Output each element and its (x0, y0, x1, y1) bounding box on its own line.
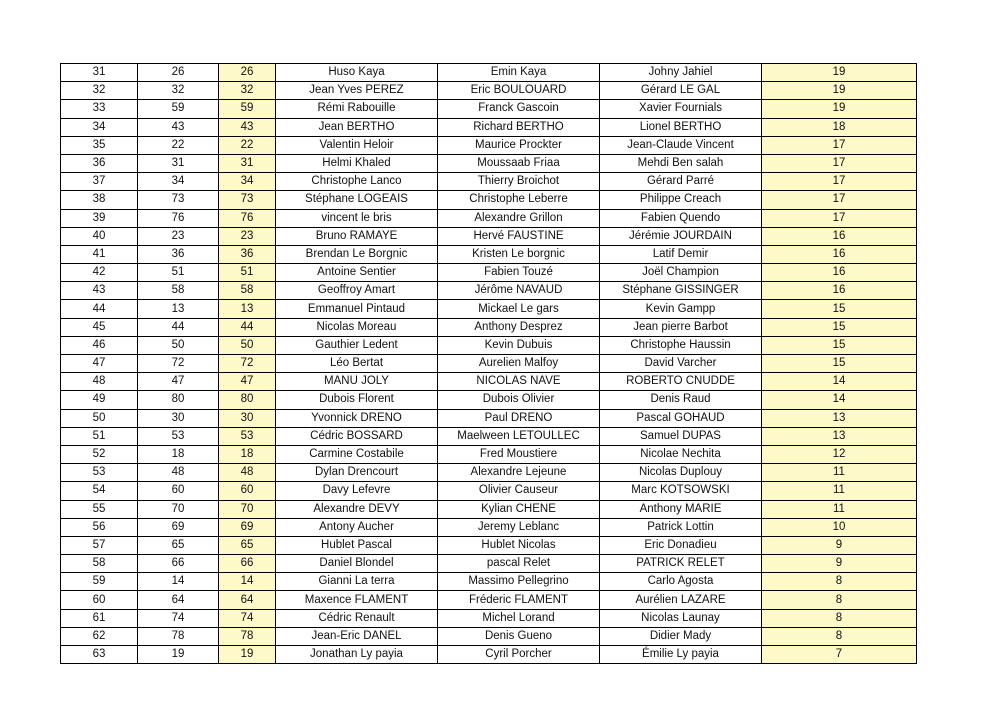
player-two-cell: NICOLAS NAVE (438, 373, 600, 391)
player-two-cell: Emin Kaya (438, 64, 600, 82)
rank-cell: 60 (61, 591, 138, 609)
player-two-cell: Cyril Porcher (438, 646, 600, 664)
score-cell: 8 (762, 609, 917, 627)
player-three-cell: Gérard LE GAL (600, 82, 762, 100)
player-three-cell: ROBERTO CNUDDE (600, 373, 762, 391)
highlighted-team-number-cell: 76 (219, 209, 276, 227)
score-cell: 13 (762, 409, 917, 427)
player-three-cell: Jean pierre Barbot (600, 318, 762, 336)
player-three-cell: Émilie Ly payia (600, 646, 762, 664)
highlighted-team-number-cell: 66 (219, 555, 276, 573)
team-number-cell: 22 (138, 136, 219, 154)
player-two-cell: Fréderic FLAMENT (438, 591, 600, 609)
team-number-cell: 66 (138, 555, 219, 573)
player-one-cell: Maxence FLAMENT (276, 591, 438, 609)
team-number-cell: 47 (138, 373, 219, 391)
highlighted-team-number-cell: 59 (219, 100, 276, 118)
rank-cell: 32 (61, 82, 138, 100)
results-table-body (61, 64, 917, 664)
table-row (61, 118, 917, 136)
player-two-cell: Hervé FAUSTINE (438, 227, 600, 245)
player-three-cell: Kevin Gampp (600, 300, 762, 318)
highlighted-team-number-cell: 50 (219, 336, 276, 354)
team-number-cell: 59 (138, 100, 219, 118)
rank-cell: 56 (61, 518, 138, 536)
rank-cell: 49 (61, 391, 138, 409)
player-one-cell: Huso Kaya (276, 64, 438, 82)
player-one-cell: Hublet Pascal (276, 536, 438, 554)
player-one-cell: Stéphane LOGEAIS (276, 191, 438, 209)
player-three-cell: Mehdi Ben salah (600, 154, 762, 172)
highlighted-team-number-cell: 14 (219, 573, 276, 591)
player-two-cell: Kevin Dubuis (438, 336, 600, 354)
player-two-cell: Richard BERTHO (438, 118, 600, 136)
rank-cell: 41 (61, 245, 138, 263)
player-three-cell: Lionel BERTHO (600, 118, 762, 136)
player-three-cell: Anthony MARIE (600, 500, 762, 518)
rank-cell: 31 (61, 64, 138, 82)
player-two-cell: Alexandre Lejeune (438, 464, 600, 482)
highlighted-team-number-cell: 19 (219, 646, 276, 664)
player-three-cell: Christophe Haussin (600, 336, 762, 354)
score-cell: 17 (762, 191, 917, 209)
player-two-cell: Jeremy Leblanc (438, 518, 600, 536)
table-row (61, 464, 917, 482)
team-number-cell: 32 (138, 82, 219, 100)
team-number-cell: 72 (138, 355, 219, 373)
highlighted-team-number-cell: 44 (219, 318, 276, 336)
rank-cell: 37 (61, 173, 138, 191)
player-two-cell: Aurelien Malfoy (438, 355, 600, 373)
table-row (61, 264, 917, 282)
player-one-cell: Cédric Renault (276, 609, 438, 627)
highlighted-team-number-cell: 53 (219, 427, 276, 445)
score-cell: 17 (762, 173, 917, 191)
table-row (61, 518, 917, 536)
team-number-cell: 64 (138, 591, 219, 609)
player-two-cell: Moussaab Friaa (438, 154, 600, 172)
player-three-cell: Fabien Quendo (600, 209, 762, 227)
table-row (61, 136, 917, 154)
player-one-cell: Gianni La terra (276, 573, 438, 591)
rank-cell: 47 (61, 355, 138, 373)
score-cell: 9 (762, 536, 917, 554)
rank-cell: 57 (61, 536, 138, 554)
player-one-cell: Daniel Blondel (276, 555, 438, 573)
table-row (61, 154, 917, 172)
highlighted-team-number-cell: 47 (219, 373, 276, 391)
player-one-cell: Jean Yves PEREZ (276, 82, 438, 100)
player-one-cell: Antoine Sentier (276, 264, 438, 282)
player-three-cell: Marc KOTSOWSKI (600, 482, 762, 500)
player-one-cell: Yvonnick DRENO (276, 409, 438, 427)
rank-cell: 38 (61, 191, 138, 209)
table-row (61, 409, 917, 427)
highlighted-team-number-cell: 31 (219, 154, 276, 172)
table-row (61, 609, 917, 627)
player-one-cell: MANU JOLY (276, 373, 438, 391)
score-cell: 15 (762, 355, 917, 373)
player-one-cell: Léo Bertat (276, 355, 438, 373)
player-two-cell: Kristen Le borgnic (438, 245, 600, 263)
team-number-cell: 74 (138, 609, 219, 627)
table-row (61, 245, 917, 263)
rank-cell: 36 (61, 154, 138, 172)
player-three-cell: Eric Donadieu (600, 536, 762, 554)
team-number-cell: 26 (138, 64, 219, 82)
team-number-cell: 34 (138, 173, 219, 191)
team-number-cell: 44 (138, 318, 219, 336)
score-cell: 11 (762, 500, 917, 518)
player-three-cell: Johny Jahiel (600, 64, 762, 82)
rank-cell: 59 (61, 573, 138, 591)
rank-cell: 44 (61, 300, 138, 318)
score-cell: 7 (762, 646, 917, 664)
score-cell: 13 (762, 427, 917, 445)
team-number-cell: 51 (138, 264, 219, 282)
player-two-cell: pascal Relet (438, 555, 600, 573)
table-row (61, 64, 917, 82)
rank-cell: 43 (61, 282, 138, 300)
table-row (61, 391, 917, 409)
team-number-cell: 80 (138, 391, 219, 409)
player-one-cell: Christophe Lanco (276, 173, 438, 191)
team-number-cell: 13 (138, 300, 219, 318)
highlighted-team-number-cell: 72 (219, 355, 276, 373)
player-one-cell: Dubois Florent (276, 391, 438, 409)
table-row (61, 555, 917, 573)
score-cell: 11 (762, 482, 917, 500)
player-one-cell: Cédric BOSSARD (276, 427, 438, 445)
table-row (61, 355, 917, 373)
player-three-cell: Pascal GOHAUD (600, 409, 762, 427)
rank-cell: 61 (61, 609, 138, 627)
score-cell: 16 (762, 227, 917, 245)
highlighted-team-number-cell: 22 (219, 136, 276, 154)
player-one-cell: Dylan Drencourt (276, 464, 438, 482)
score-cell: 8 (762, 573, 917, 591)
rank-cell: 53 (61, 464, 138, 482)
player-two-cell: Fabien Touzé (438, 264, 600, 282)
score-cell: 15 (762, 300, 917, 318)
table-row (61, 482, 917, 500)
table-row (61, 336, 917, 354)
score-cell: 14 (762, 373, 917, 391)
table-row (61, 82, 917, 100)
player-one-cell: Gauthier Ledent (276, 336, 438, 354)
player-one-cell: vincent le bris (276, 209, 438, 227)
player-two-cell: Michel Lorand (438, 609, 600, 627)
rank-cell: 54 (61, 482, 138, 500)
table-row (61, 536, 917, 554)
score-cell: 19 (762, 82, 917, 100)
team-number-cell: 48 (138, 464, 219, 482)
highlighted-team-number-cell: 80 (219, 391, 276, 409)
team-number-cell: 50 (138, 336, 219, 354)
score-cell: 8 (762, 591, 917, 609)
player-three-cell: Latif Demir (600, 245, 762, 263)
player-two-cell: Hublet Nicolas (438, 536, 600, 554)
team-number-cell: 31 (138, 154, 219, 172)
player-one-cell: Valentin Heloir (276, 136, 438, 154)
table-row (61, 445, 917, 463)
team-number-cell: 53 (138, 427, 219, 445)
table-row (61, 373, 917, 391)
player-two-cell: Mickael Le gars (438, 300, 600, 318)
rank-cell: 50 (61, 409, 138, 427)
player-two-cell: Thierry Broichot (438, 173, 600, 191)
player-three-cell: Gérard Parré (600, 173, 762, 191)
highlighted-team-number-cell: 23 (219, 227, 276, 245)
player-one-cell: Carmine Costabile (276, 445, 438, 463)
player-one-cell: Helmi Khaled (276, 154, 438, 172)
team-number-cell: 14 (138, 573, 219, 591)
table-row (61, 227, 917, 245)
player-two-cell: Olivier Causeur (438, 482, 600, 500)
team-number-cell: 69 (138, 518, 219, 536)
highlighted-team-number-cell: 70 (219, 500, 276, 518)
player-two-cell: Eric BOULOUARD (438, 82, 600, 100)
team-number-cell: 43 (138, 118, 219, 136)
player-two-cell: Denis Gueno (438, 627, 600, 645)
team-number-cell: 78 (138, 627, 219, 645)
player-two-cell: Maurice Prockter (438, 136, 600, 154)
score-cell: 11 (762, 464, 917, 482)
player-two-cell: Fred Moustiere (438, 445, 600, 463)
table-row (61, 500, 917, 518)
player-one-cell: Emmanuel Pintaud (276, 300, 438, 318)
highlighted-team-number-cell: 32 (219, 82, 276, 100)
highlighted-team-number-cell: 60 (219, 482, 276, 500)
player-one-cell: Rémi Rabouille (276, 100, 438, 118)
team-number-cell: 36 (138, 245, 219, 263)
highlighted-team-number-cell: 58 (219, 282, 276, 300)
table-row (61, 191, 917, 209)
team-number-cell: 60 (138, 482, 219, 500)
highlighted-team-number-cell: 51 (219, 264, 276, 282)
team-number-cell: 73 (138, 191, 219, 209)
player-one-cell: Antony Aucher (276, 518, 438, 536)
player-three-cell: Jean-Claude Vincent (600, 136, 762, 154)
highlighted-team-number-cell: 78 (219, 627, 276, 645)
score-cell: 19 (762, 100, 917, 118)
player-three-cell: Denis Raud (600, 391, 762, 409)
score-cell: 15 (762, 318, 917, 336)
rank-cell: 55 (61, 500, 138, 518)
score-cell: 17 (762, 209, 917, 227)
rank-cell: 58 (61, 555, 138, 573)
player-three-cell: Didier Mady (600, 627, 762, 645)
score-cell: 16 (762, 245, 917, 263)
table-row (61, 282, 917, 300)
player-three-cell: Nicolas Launay (600, 609, 762, 627)
table-row (61, 100, 917, 118)
highlighted-team-number-cell: 69 (219, 518, 276, 536)
score-cell: 9 (762, 555, 917, 573)
score-cell: 17 (762, 154, 917, 172)
player-three-cell: Jérémie JOURDAIN (600, 227, 762, 245)
team-number-cell: 76 (138, 209, 219, 227)
player-one-cell: Alexandre DEVY (276, 500, 438, 518)
table-row (61, 300, 917, 318)
score-cell: 15 (762, 336, 917, 354)
rank-cell: 63 (61, 646, 138, 664)
team-number-cell: 65 (138, 536, 219, 554)
rank-cell: 46 (61, 336, 138, 354)
table-row (61, 427, 917, 445)
highlighted-team-number-cell: 26 (219, 64, 276, 82)
player-two-cell: Anthony Desprez (438, 318, 600, 336)
team-number-cell: 18 (138, 445, 219, 463)
highlighted-team-number-cell: 36 (219, 245, 276, 263)
highlighted-team-number-cell: 13 (219, 300, 276, 318)
highlighted-team-number-cell: 48 (219, 464, 276, 482)
rank-cell: 39 (61, 209, 138, 227)
player-one-cell: Davy Lefevre (276, 482, 438, 500)
score-cell: 18 (762, 118, 917, 136)
table-row (61, 318, 917, 336)
highlighted-team-number-cell: 43 (219, 118, 276, 136)
rank-cell: 62 (61, 627, 138, 645)
score-cell: 16 (762, 282, 917, 300)
highlighted-team-number-cell: 74 (219, 609, 276, 627)
results-sheet (60, 63, 917, 664)
player-three-cell: Stéphane GISSINGER (600, 282, 762, 300)
table-row (61, 209, 917, 227)
player-two-cell: Paul DRENO (438, 409, 600, 427)
player-one-cell: Jean-Eric DANEL (276, 627, 438, 645)
results-table (60, 63, 917, 664)
highlighted-team-number-cell: 34 (219, 173, 276, 191)
player-two-cell: Alexandre Grillon (438, 209, 600, 227)
player-one-cell: Bruno RAMAYE (276, 227, 438, 245)
score-cell: 8 (762, 627, 917, 645)
player-three-cell: David Varcher (600, 355, 762, 373)
player-three-cell: Joël Champion (600, 264, 762, 282)
highlighted-team-number-cell: 64 (219, 591, 276, 609)
team-number-cell: 30 (138, 409, 219, 427)
highlighted-team-number-cell: 65 (219, 536, 276, 554)
player-three-cell: Nicolae Nechita (600, 445, 762, 463)
player-two-cell: Maelween LETOULLEC (438, 427, 600, 445)
highlighted-team-number-cell: 30 (219, 409, 276, 427)
player-two-cell: Kylian CHENE (438, 500, 600, 518)
highlighted-team-number-cell: 73 (219, 191, 276, 209)
player-two-cell: Franck Gascoin (438, 100, 600, 118)
player-one-cell: Nicolas Moreau (276, 318, 438, 336)
score-cell: 16 (762, 264, 917, 282)
table-row (61, 573, 917, 591)
score-cell: 17 (762, 136, 917, 154)
player-one-cell: Jean BERTHO (276, 118, 438, 136)
player-three-cell: Carlo Agosta (600, 573, 762, 591)
table-row (61, 627, 917, 645)
player-two-cell: Massimo Pellegrino (438, 573, 600, 591)
team-number-cell: 58 (138, 282, 219, 300)
player-three-cell: Patrick Lottin (600, 518, 762, 536)
rank-cell: 42 (61, 264, 138, 282)
rank-cell: 40 (61, 227, 138, 245)
player-two-cell: Christophe Leberre (438, 191, 600, 209)
table-row (61, 646, 917, 664)
table-row (61, 173, 917, 191)
player-three-cell: PATRICK RELET (600, 555, 762, 573)
player-three-cell: Samuel DUPAS (600, 427, 762, 445)
table-row (61, 591, 917, 609)
rank-cell: 35 (61, 136, 138, 154)
rank-cell: 48 (61, 373, 138, 391)
player-one-cell: Jonathan Ly payia (276, 646, 438, 664)
score-cell: 12 (762, 445, 917, 463)
team-number-cell: 70 (138, 500, 219, 518)
player-one-cell: Geoffroy Amart (276, 282, 438, 300)
score-cell: 10 (762, 518, 917, 536)
score-cell: 14 (762, 391, 917, 409)
rank-cell: 33 (61, 100, 138, 118)
player-three-cell: Aurélien LAZARE (600, 591, 762, 609)
team-number-cell: 23 (138, 227, 219, 245)
player-one-cell: Brendan Le Borgnic (276, 245, 438, 263)
player-three-cell: Philippe Creach (600, 191, 762, 209)
player-three-cell: Nicolas Duplouy (600, 464, 762, 482)
team-number-cell: 19 (138, 646, 219, 664)
rank-cell: 34 (61, 118, 138, 136)
rank-cell: 45 (61, 318, 138, 336)
rank-cell: 52 (61, 445, 138, 463)
score-cell: 19 (762, 64, 917, 82)
rank-cell: 51 (61, 427, 138, 445)
highlighted-team-number-cell: 18 (219, 445, 276, 463)
player-two-cell: Dubois Olivier (438, 391, 600, 409)
player-two-cell: Jérôme NAVAUD (438, 282, 600, 300)
player-three-cell: Xavier Fournials (600, 100, 762, 118)
